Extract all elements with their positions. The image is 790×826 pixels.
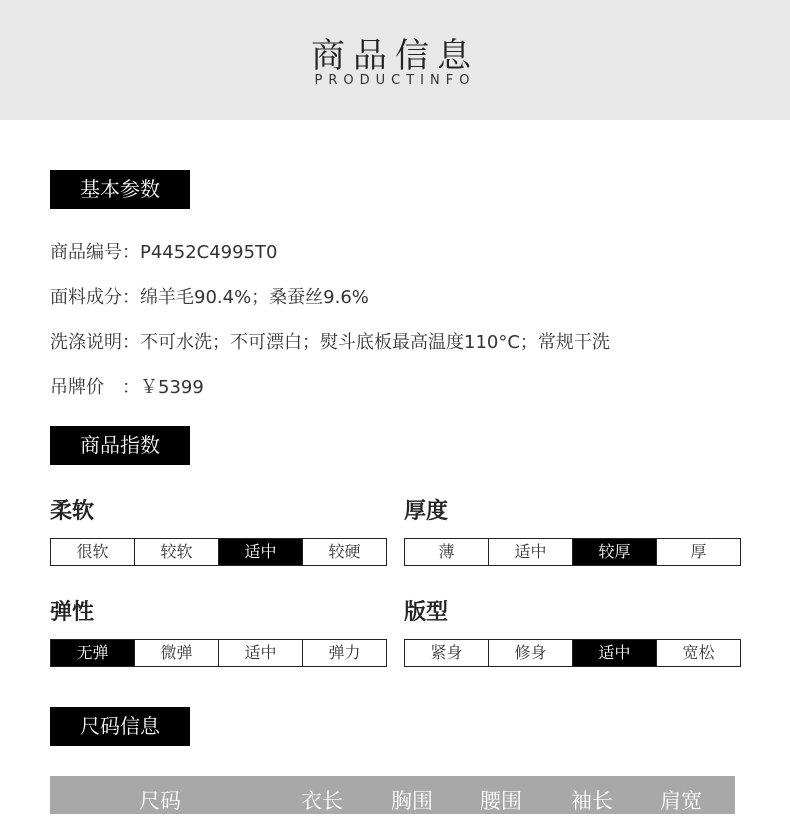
param-value: P4452C4995T0 xyxy=(140,242,278,263)
param-value: 绵羊毛90.4%；桑蚕丝9.6% xyxy=(140,287,369,308)
scale-option-selected: 较厚 xyxy=(573,539,657,565)
param-label: 吊牌价 ： xyxy=(50,377,140,398)
param-row-washing xyxy=(50,328,610,354)
scale-option: 厚 xyxy=(690,542,707,561)
size-col-header: 尺码 xyxy=(139,789,181,813)
index-title-softness: 柔软 xyxy=(50,499,95,524)
section-tag-basic: 基本参数 xyxy=(50,170,190,209)
size-col-header: 腰围 xyxy=(480,789,522,813)
param-row-price xyxy=(50,373,204,399)
product-info-header xyxy=(0,0,790,120)
scale-option: 弹力 xyxy=(328,643,361,662)
scale-elasticity xyxy=(50,639,387,667)
index-title-elasticity: 弹性 xyxy=(50,600,95,625)
scale-fit xyxy=(404,639,741,667)
param-label: 商品编号： xyxy=(50,242,140,263)
scale-option-selected: 无弹 xyxy=(51,640,135,666)
scale-option: 适中 xyxy=(489,539,573,565)
section-tag-size: 尺码信息 xyxy=(50,707,190,746)
param-row-code xyxy=(50,238,278,264)
scale-softness xyxy=(50,538,387,566)
param-row-fabric xyxy=(50,283,369,309)
page-title: 商品信息 xyxy=(311,36,479,76)
scale-option: 宽松 xyxy=(682,643,715,662)
size-col-header: 袖长 xyxy=(571,789,613,813)
scale-option: 修身 xyxy=(489,640,573,666)
scale-option: 很软 xyxy=(51,539,135,565)
scale-option-selected: 适中 xyxy=(219,539,303,565)
size-col-header: 衣长 xyxy=(301,789,343,813)
size-table-header xyxy=(50,776,735,814)
page-subtitle: PRODUCTINFO xyxy=(314,73,476,88)
scale-option: 微弹 xyxy=(135,640,219,666)
section-tag-index: 商品指数 xyxy=(50,426,190,465)
size-col-header: 肩宽 xyxy=(660,789,702,813)
param-value: 不可水洗；不可漂白；熨斗底板最高温度110°C；常规干洗 xyxy=(140,332,610,353)
size-col-header: 胸围 xyxy=(391,789,433,813)
param-label: 面料成分： xyxy=(50,287,140,308)
scale-thickness xyxy=(404,538,741,566)
param-label: 洗涤说明： xyxy=(50,332,140,353)
scale-option: 适中 xyxy=(219,640,303,666)
param-value: ￥5399 xyxy=(140,377,204,398)
index-title-fit: 版型 xyxy=(404,600,449,625)
index-title-thickness: 厚度 xyxy=(404,499,449,524)
scale-option-selected: 适中 xyxy=(573,640,657,666)
scale-option: 较软 xyxy=(135,539,219,565)
scale-option: 紧身 xyxy=(405,640,489,666)
scale-option: 较硬 xyxy=(328,542,361,561)
scale-option: 薄 xyxy=(405,539,489,565)
